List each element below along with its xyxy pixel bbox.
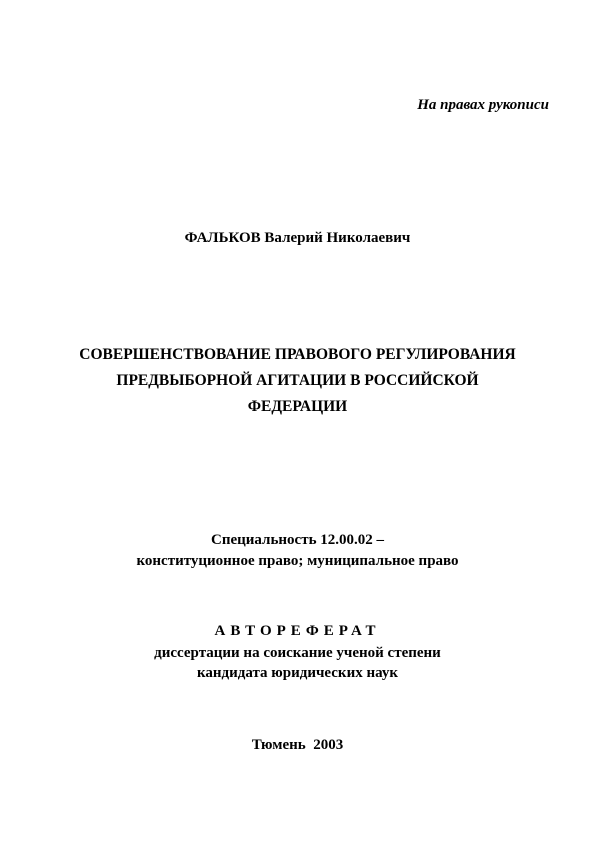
city-year: Тюмень 2003 <box>251 737 344 753</box>
author-name: ФАЛЬКОВ Валерий Николаевич <box>184 230 411 246</box>
title-line: ПРЕДВЫБОРНОЙ АГИТАЦИИ В РОССИЙСКОЙ <box>116 372 479 389</box>
specialty-name: конституционное право; муниципальное право <box>136 553 459 569</box>
specialty-code: Специальность 12.00.02 – <box>211 532 384 548</box>
degree-block <box>0 643 595 683</box>
title-line: ФЕДЕРАЦИИ <box>247 398 348 415</box>
title-line: СОВЕРШЕНСТВОВАНИЕ ПРАВОВОГО РЕГУЛИРОВАНИЯ <box>79 346 516 363</box>
dissertation-title <box>0 342 595 420</box>
degree-line: диссертации на соискание ученой степени <box>154 645 441 661</box>
abstract-label: АВТОРЕФЕРАТ <box>214 623 381 639</box>
rights-note: На правах рукописи <box>417 97 549 113</box>
specialty-block <box>0 530 595 572</box>
degree-line: кандидата юридических наук <box>197 665 398 681</box>
